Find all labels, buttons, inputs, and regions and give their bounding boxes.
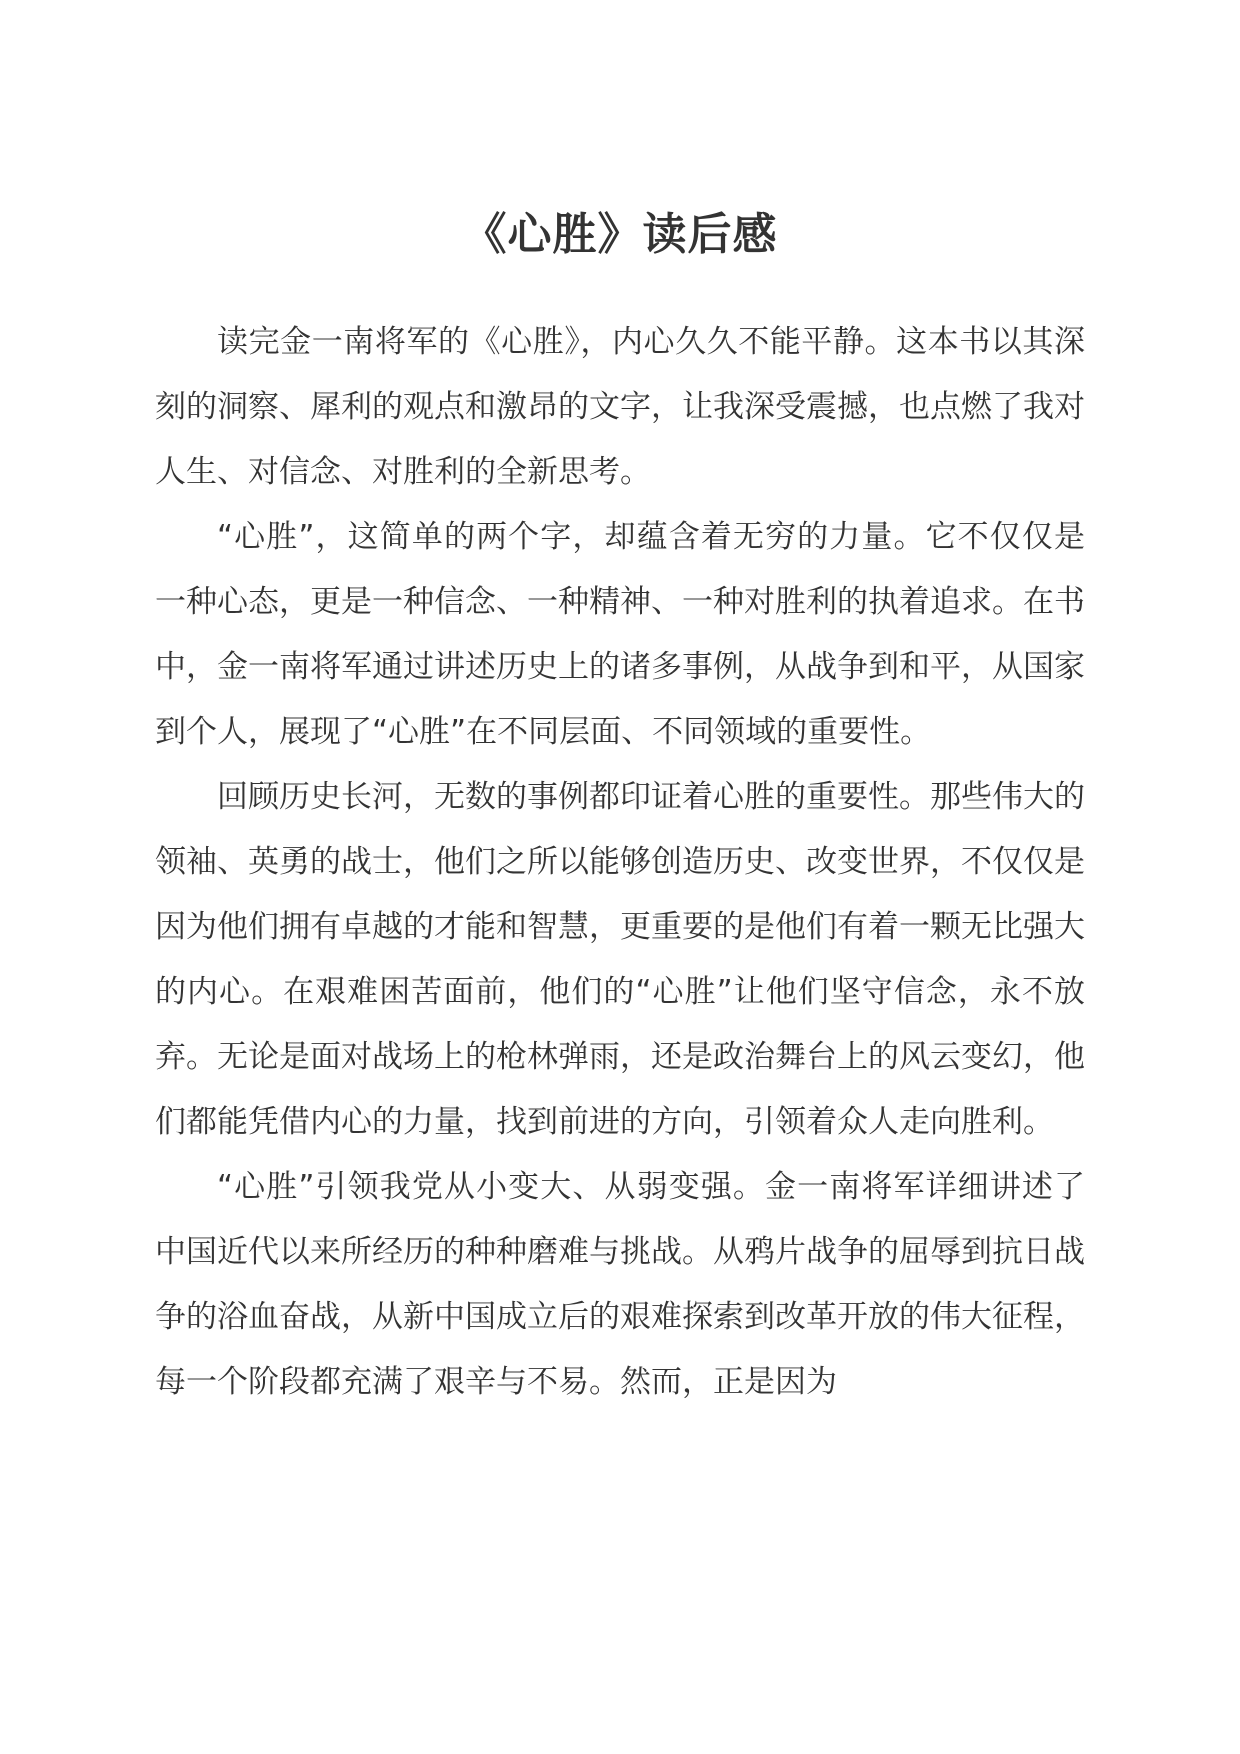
paragraph-1: 读完金一南将军的《心胜》，内心久久不能平静。这本书以其深刻的洞察、犀利的观点和激昂的文字，让我深受震撼，也点燃了我对人生、对信念、对胜利的全新思考。 bbox=[155, 324, 1085, 490]
paragraph-4: “心胜”引领我党从小变大、从弱变强。金一南将军详细讲述了中国近代以来所经历的种种磨难与挑战。从鸦片战争的屈辱到抗日战争的浴血奋战，从新中国成立后的艰难探索到改革开放的伟大征程，每一个阶段都充满了艰辛与不易。然而，正是因为 bbox=[155, 1169, 1085, 1400]
paragraph-3: 回顾历史长河，无数的事例都印证着心胜的重要性。那些伟大的领袖、英勇的战士，他们之所以能够创造历史、改变世界，不仅仅是因为他们拥有卓越的才能和智慧，更重要的是他们有着一颗无比强大的内心。在艰难困苦面前，他们的“心胜”让他们坚守信念，永不放弃。无论是面对战场上的枪林弹雨，还是政治舞台上的风云变幻，他们都能凭借内心的力量，找到前进的方向，引领着众人走向胜利。 bbox=[155, 779, 1085, 1140]
document-body bbox=[155, 310, 1085, 1415]
paragraph-2: “心胜”，这简单的两个字，却蕴含着无穷的力量。它不仅仅是一种心态，更是一种信念、一种精神、一种对胜利的执着追求。在书中，金一南将军通过讲述历史上的诸多事例，从战争到和平，从国家到个人，展现了“心胜”在不同层面、不同领域的重要性。 bbox=[155, 519, 1085, 750]
document-title: 《心胜》读后感 bbox=[462, 209, 778, 260]
